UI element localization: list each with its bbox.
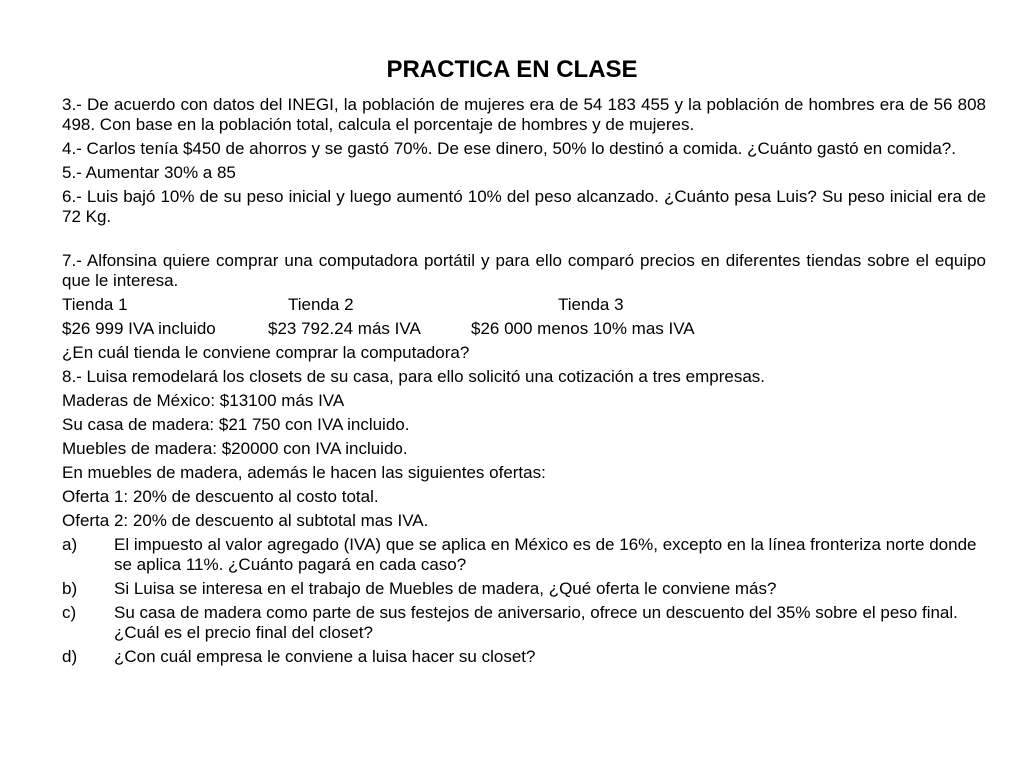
quote-muebles-de-madera: Muebles de madera: $20000 con IVA incluido. (62, 439, 408, 458)
store-price-2: $23 792.24 más IVA (268, 319, 421, 338)
store-prices-row (62, 319, 986, 339)
problem-7-question: ¿En cuál tienda le conviene comprar la computadora? (62, 343, 470, 362)
spacer (62, 231, 986, 251)
subquestion-a (62, 535, 986, 575)
store-price-1: $26 999 IVA incluido (62, 319, 216, 338)
subquestion-c (62, 603, 986, 643)
subquestion-marker: d) (62, 647, 78, 666)
problem-7: 7.- Alfonsina quiere comprar una computadora portátil y para ello comparó precios en diferentes tiendas sobre el equipo que le interesa. (62, 251, 986, 290)
subquestion-b (62, 579, 986, 599)
quote-su-casa-de-madera: Su casa de madera: $21 750 con IVA incluido. (62, 415, 410, 434)
quote-maderas-de-mexico: Maderas de México: $13100 más IVA (62, 391, 345, 410)
problem-8: 8.- Luisa remodelará los closets de su casa, para ello solicitó una cotización a tres empresas. (62, 367, 766, 386)
subquestion-marker: c) (62, 603, 77, 622)
subquestion-text: Si Luisa se interesa en el trabajo de Muebles de madera, ¿Qué oferta le conviene más? (114, 579, 777, 598)
store-price-3: $26 000 menos 10% mas IVA (471, 319, 695, 338)
problem-3: 3.- De acuerdo con datos del INEGI, la población de mujeres era de 54 183 455 y la población de hombres era de 56 808 498. Con base en la población total, calcula el porcentaje de hombres y de mujeres. (62, 95, 986, 134)
offer-2: Oferta 2: 20% de descuento al subtotal mas IVA. (62, 511, 429, 530)
subquestion-text: ¿Con cuál empresa le conviene a luisa hacer su closet? (114, 647, 536, 666)
problem-6: 6.- Luis bajó 10% de su peso inicial y luego aumentó 10% del peso alcanzado. ¿Cuánto pesa Luis? Su peso inicial era de 72 Kg. (62, 187, 986, 226)
store-header-2: Tienda 2 (288, 295, 354, 314)
store-header-3: Tienda 3 (558, 295, 624, 314)
slide-content (62, 95, 986, 671)
offer-1: Oferta 1: 20% de descuento al costo total. (62, 487, 379, 506)
problem-5: 5.- Aumentar 30% a 85 (62, 163, 236, 182)
offers-intro: En muebles de madera, además le hacen las siguientes ofertas: (62, 463, 546, 482)
store-header-1: Tienda 1 (62, 295, 128, 314)
subquestion-text: Su casa de madera como parte de sus festejos de aniversario, ofrece un descuento del 35% sobre el peso final. ¿Cuál es el precio final del closet? (114, 603, 958, 642)
subquestion-marker: b) (62, 579, 78, 598)
subquestion-text: El impuesto al valor agregado (IVA) que se aplica en México es de 16%, excepto en la línea fronteriza norte donde se aplica 11%. ¿Cuánto pagará en cada caso? (114, 535, 977, 574)
problem-4: 4.- Carlos tenía $450 de ahorros y se gastó 70%. De ese dinero, 50% lo destinó a comida. ¿Cuánto gastó en comida?. (62, 139, 956, 158)
store-headers-row (62, 295, 986, 315)
slide-title: PRACTICA EN CLASE (386, 56, 638, 83)
subquestion-d (62, 647, 986, 667)
subquestion-marker: a) (62, 535, 78, 554)
